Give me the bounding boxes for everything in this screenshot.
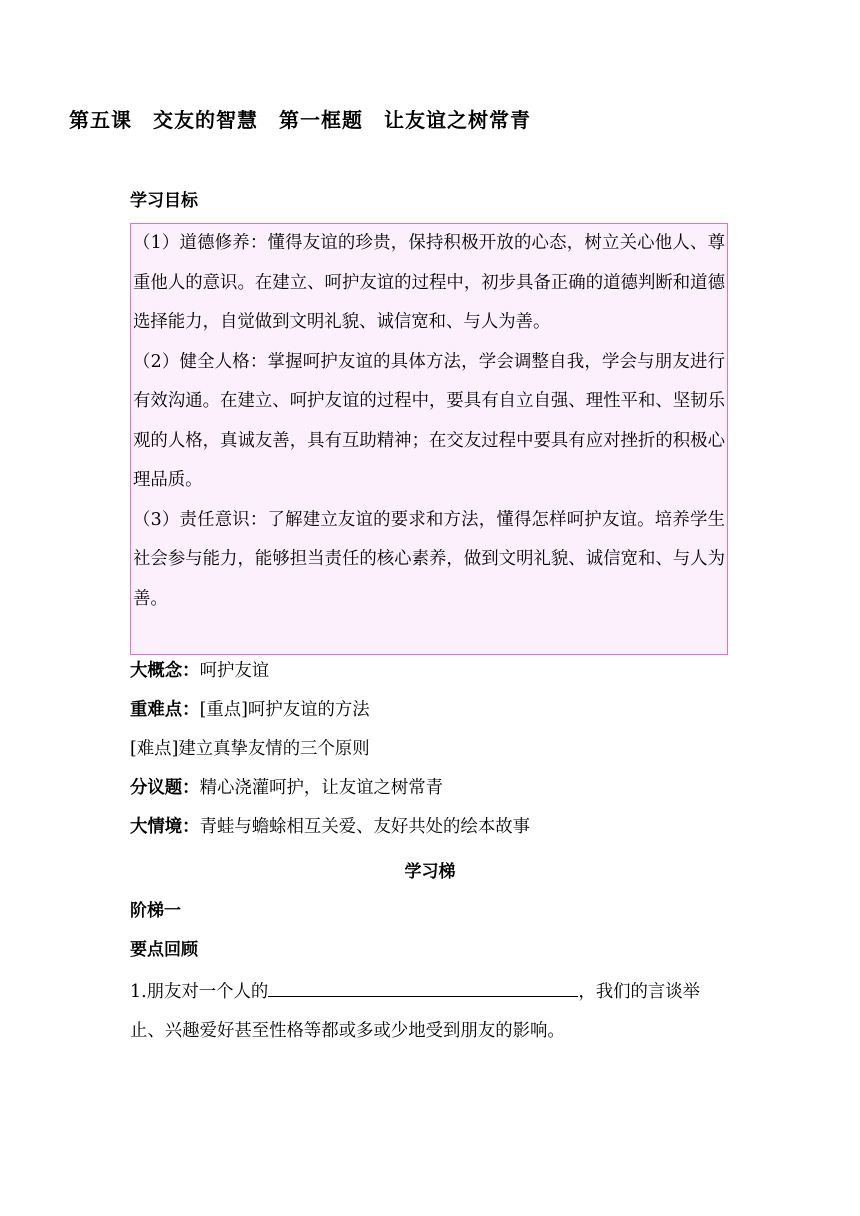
step-one-heading: 阶梯一 [130, 901, 181, 921]
objectives-box [130, 223, 728, 655]
ladder-heading: 学习梯 [404, 862, 456, 882]
page-title: 第五课 交友的智慧 第一框题 让友谊之树常青 [69, 108, 531, 132]
objectives-heading: 学习目标 [130, 191, 198, 211]
objective-item-2: （2）健全人格：掌握呵护友谊的具体方法，学会调整自我，学会与朋友进行有效沟通。在建立、呵护友谊的过程中，要具有自立自强、理性平和、坚韧乐观的人格，真诚友善，具有互助精神；在交友过程中要具有应对挫折的积极心理品质。 [133, 351, 725, 490]
question-1-before: 1.朋友对一个人的 [130, 982, 269, 1002]
sub-topic-text: 精心浇灌呵护，让友谊之树常青 [199, 778, 444, 798]
big-context-label: 大情境： [130, 817, 200, 837]
question-1 [130, 973, 730, 1051]
difficulty-line [130, 737, 750, 761]
big-context-text: 青蛙与蟾蜍相互关爱、友好共处的绘本故事 [199, 817, 531, 837]
review-heading: 要点回顾 [130, 940, 198, 960]
big-concept-line [130, 659, 750, 683]
objective-item-1: （1）道德修养：懂得友谊的珍贵，保持积极开放的心态，树立关心他人、尊重他人的意识。在建立、呵护友谊的过程中，初步具备正确的道德判断和道德选择能力，自觉做到文明礼貌、诚信宽和、与人为善。 [133, 233, 725, 332]
question-1-blank[interactable] [268, 978, 578, 997]
sub-topic-line [130, 776, 750, 800]
question-1-after: ，我们的言谈举止、兴趣爱好甚至性格等都或多或少地受到朋友的影响。 [130, 982, 701, 1041]
big-concept-label: 大概念： [130, 661, 200, 681]
big-concept-text: 呵护友谊 [199, 661, 270, 681]
key-point-line [130, 698, 750, 722]
sub-topic-label: 分议题： [130, 778, 200, 798]
objective-item-3: （3）责任意识：了解建立友谊的要求和方法，懂得怎样呵护友谊。培养学生社会参与能力，能够担当责任的核心素养，做到文明礼貌、诚信宽和、与人为善。 [133, 509, 725, 609]
key-point-label: 重难点： [130, 700, 200, 720]
key-point-text: [重点]呵护友谊的方法 [199, 700, 370, 720]
big-context-line [130, 815, 750, 839]
difficulty-text: [难点]建立真挚友情的三个原则 [130, 739, 370, 759]
